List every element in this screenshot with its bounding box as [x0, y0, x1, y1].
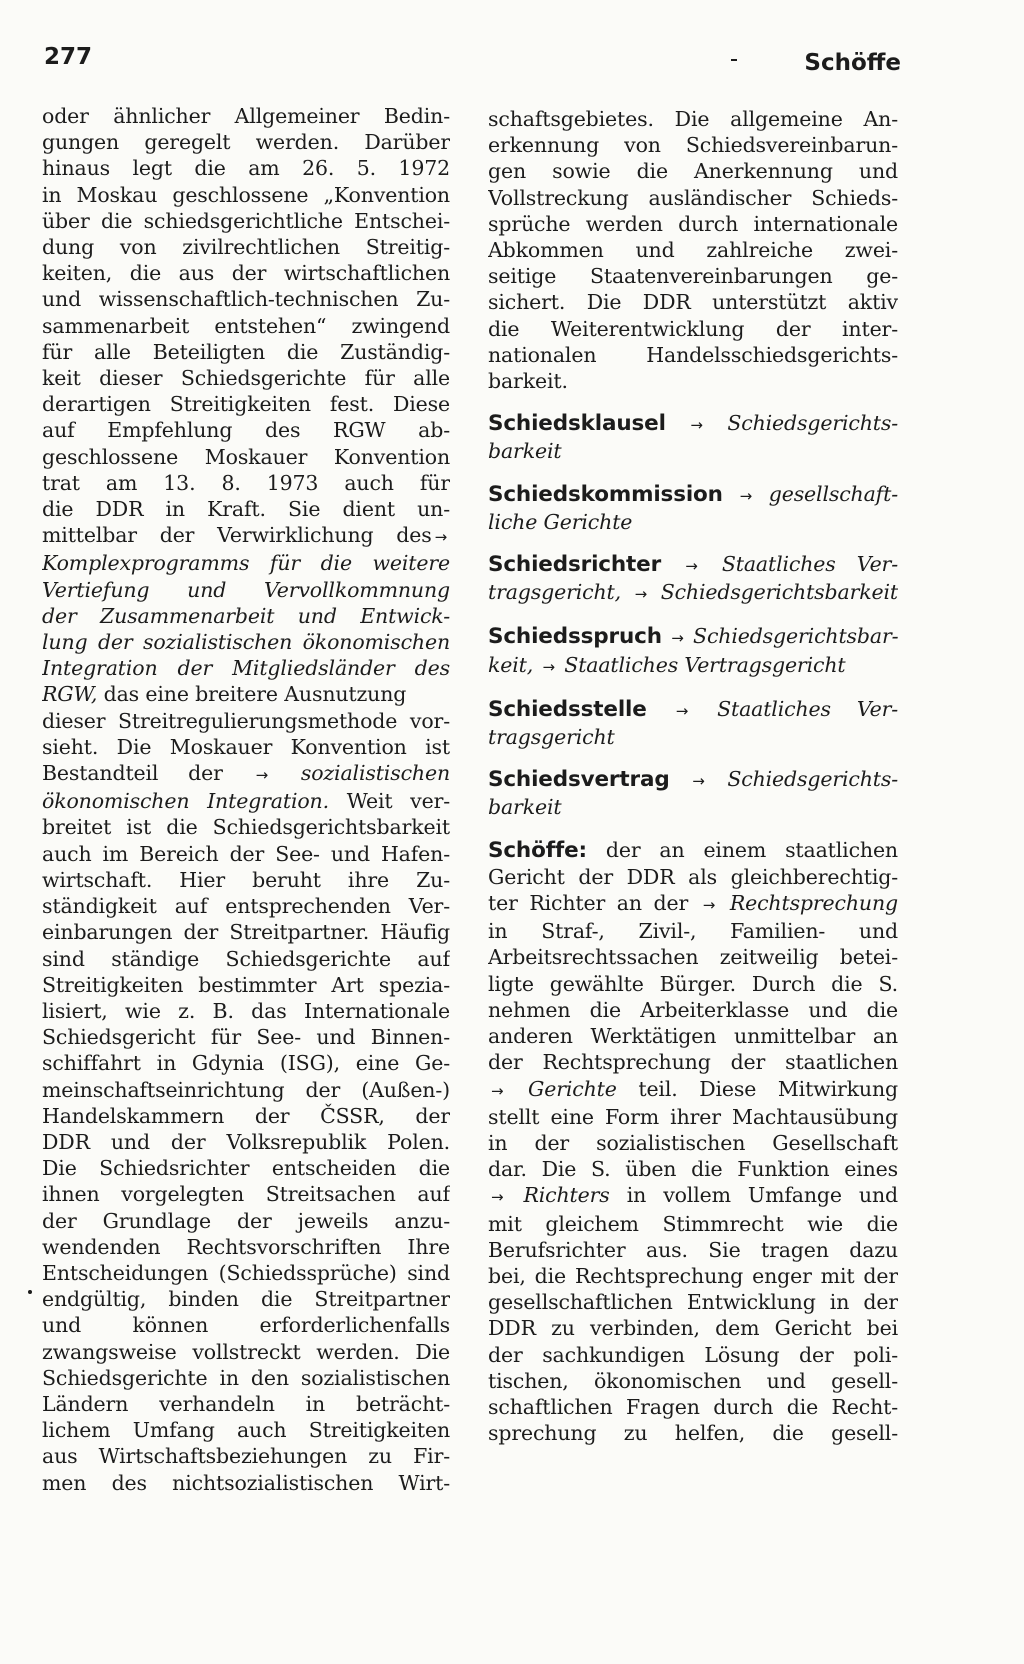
text-line: dung von zivilrechtlichen Streitig-	[42, 235, 450, 260]
text-line: wendenden Rechtsvorschriften Ihre	[42, 1234, 450, 1259]
cross-reference-arrow-icon: →	[739, 486, 752, 505]
text-line: die DDR in Kraft. Sie dient un-	[42, 497, 450, 522]
text-line: ihnen vorgelegten Streitsachen auf	[42, 1182, 450, 1207]
cross-reference-arrow-icon: →	[685, 557, 698, 576]
cross-reference-link[interactable]: Vertiefung und Vervollkommnung	[42, 577, 450, 602]
header-dash	[731, 59, 737, 61]
text-line: zwangsweise vollstreckt werden. Die	[42, 1339, 450, 1364]
text-line: Schiedsgericht für See- und Binnen-	[42, 1025, 450, 1050]
cross-reference-link[interactable]: lung der sozialistischen ökonomischen	[42, 630, 450, 655]
text-line: ständigkeit auf entsprechenden Ver-	[42, 894, 450, 919]
text-line: Streitigkeiten bestimmter Art spezia-	[42, 972, 450, 997]
cross-reference-link[interactable]: Schiedsgerichtsbarkeit	[660, 580, 898, 605]
running-head: Schöffe	[804, 50, 901, 76]
cross-reference-arrow-icon: →	[491, 1081, 504, 1100]
entry-line	[488, 623, 898, 651]
entry-term: Schiedsrichter	[488, 552, 662, 578]
text-line: Abkommen und zahlreiche zwei-	[488, 238, 898, 263]
text-line: der sachkundigen Lösung der poli-	[488, 1342, 898, 1367]
cross-reference-link[interactable]: ökonomischen Integration.	[42, 789, 329, 814]
text-fragment: Bestandteil der	[42, 761, 223, 786]
text-line: sprechung zu helfen, die gesell-	[488, 1421, 898, 1446]
cross-reference-arrow-icon: →	[634, 585, 648, 604]
text-fragment: ter Richter an der	[488, 891, 689, 916]
text-line: nehmen die Arbeiterklasse und die	[488, 997, 898, 1022]
cross-reference-link[interactable]: RGW,	[42, 682, 98, 707]
cross-reference-link[interactable]: Schiedsgerichts-	[727, 767, 898, 792]
cross-reference-arrow-icon: →	[692, 772, 705, 791]
cross-reference-link[interactable]: barkeit	[488, 439, 562, 464]
text-line	[42, 522, 450, 550]
cross-reference-link[interactable]: Komplexprogramms für die weitere	[42, 551, 450, 576]
text-line: dar. Die S. üben die Funktion eines	[488, 1157, 898, 1182]
cross-reference-arrow-icon: →	[702, 896, 716, 915]
cross-reference-link[interactable]: Richters	[523, 1183, 610, 1208]
text-fragment: teil. Diese Mitwirkung	[638, 1076, 898, 1101]
cross-reference-link[interactable]: Schiedsgerichts-	[727, 411, 898, 436]
text-line: und können erforderlichenfalls	[42, 1313, 450, 1338]
cross-reference-arrow-icon: →	[542, 657, 555, 676]
cross-reference-arrow-icon: →	[491, 1188, 504, 1207]
text-line: keit dieser Schiedsgerichte für alle	[42, 366, 450, 391]
text-line: schaftsgebietes. Die allgemeine An-	[488, 107, 898, 131]
text-line: mit gleichem Stimmrecht wie die	[488, 1211, 898, 1236]
cross-reference-arrow-icon: →	[675, 701, 689, 720]
text-line: ligte gewählte Bürger. Durch die S.	[488, 971, 898, 996]
text-line: die Weiterentwicklung der inter-	[488, 316, 898, 341]
entry-schiedsstelle	[488, 696, 898, 750]
text-line: hinaus legt die am 26. 5. 1972	[42, 156, 450, 181]
entry-line	[488, 481, 898, 509]
left-column	[42, 103, 450, 1496]
page-header	[0, 0, 1024, 100]
text-line: bei, die Rechtsprechung enger mit der	[488, 1263, 898, 1288]
text-line	[488, 1182, 898, 1210]
text-line: Ländern verhandeln in beträcht-	[42, 1391, 450, 1416]
text-line: der Grundlage der jeweils anzu-	[42, 1208, 450, 1233]
text-line: trat am 13. 8. 1973 auch für	[42, 470, 450, 495]
entry-term: Schiedsspruch	[488, 624, 662, 650]
text-line: Arbeitsrechtssachen zeitweilig betei-	[488, 945, 898, 970]
cross-reference-link[interactable]: gesellschaft-	[768, 481, 898, 506]
cross-reference-link[interactable]: barkeit	[488, 795, 562, 820]
cross-reference-link[interactable]: sozialistischen	[300, 761, 450, 786]
text-line: breitet ist die Schiedsgerichtsbarkeit	[42, 815, 450, 840]
text-fragment: das eine breitere Ausnutzung	[103, 682, 407, 707]
text-line	[488, 1076, 898, 1104]
text-fragment: mittelbar der Verwirklichung des	[42, 523, 432, 548]
text-line: Entscheidungen (Schiedssprüche) sind	[42, 1260, 450, 1285]
text-line: dieser Streitregulierungsmethode vor-	[42, 708, 450, 733]
text-line	[488, 890, 898, 918]
text-line: Vollstreckung ausländischer Schieds-	[488, 185, 898, 210]
text-line: für alle Beteiligten die Zuständig-	[42, 339, 450, 364]
cross-reference-link[interactable]: keit,	[488, 652, 534, 677]
entry-schiedsvertrag	[488, 766, 898, 820]
text-line: oder ähnlicher Allgemeiner Bedin-	[42, 104, 450, 128]
cross-reference-link[interactable]: der Zusammenarbeit und Entwick-	[42, 603, 450, 628]
page-number: 277	[44, 44, 93, 70]
cross-reference-link[interactable]: Staatliches Vertragsgericht	[564, 652, 846, 677]
text-line: Handelskammern der ČSSR, der	[42, 1103, 450, 1128]
text-line: DDR und der Volksrepublik Polen.	[42, 1129, 450, 1154]
text-line: aus Wirtschaftsbeziehungen zu Fir-	[42, 1444, 450, 1469]
entry-line	[488, 551, 898, 579]
cross-reference-link[interactable]: Integration der Mitgliedsländer des	[42, 656, 450, 681]
text-line: erkennung von Schiedsvereinbarun-	[488, 133, 898, 158]
entry-line	[488, 652, 898, 680]
entry-line	[488, 410, 898, 438]
cross-reference-link[interactable]: Gerichte	[528, 1076, 617, 1101]
text-line: sammenarbeit entstehen“ zwingend	[42, 313, 450, 338]
entry-schiedskommission	[488, 481, 898, 535]
text-line	[42, 788, 450, 814]
entry-line	[488, 837, 898, 864]
text-line: sieht. Die Moskauer Konvention ist	[42, 734, 450, 759]
text-line: sprüche werden durch internationale	[488, 211, 898, 236]
cross-reference-link[interactable]: Schiedsgerichtsbar-	[693, 624, 898, 649]
entry-line	[488, 696, 898, 724]
cross-reference-link[interactable]: Staatliches Ver-	[717, 696, 898, 721]
text-line: gen sowie die Anerkennung und	[488, 159, 898, 184]
text-line	[42, 681, 450, 707]
entry-line	[488, 766, 898, 794]
cross-reference-link[interactable]: tragsgericht,	[488, 580, 622, 605]
text-line: schiffahrt in Gdynia (ISG), eine Ge-	[42, 1051, 450, 1076]
text-fragment: in vollem Umfange und	[626, 1183, 898, 1208]
text-line: und wissenschaftlich-technischen Zu-	[42, 287, 450, 312]
text-line: lisiert, wie z. B. das Internationale	[42, 998, 450, 1023]
text-line: tischen, ökonomischen und gesell-	[488, 1368, 898, 1393]
text-line: nationalen Handelsschiedsgerichts-	[488, 342, 898, 367]
text-line: auch im Bereich der See- und Hafen-	[42, 841, 450, 866]
cross-reference-arrow-icon: →	[434, 528, 447, 547]
margin-mark	[28, 1290, 32, 1294]
text-line: Die Schiedsrichter entscheiden die	[42, 1156, 450, 1181]
text-line: endgültig, binden die Streitpartner	[42, 1287, 450, 1312]
text-line: geschlossene Moskauer Konvention	[42, 444, 450, 469]
cross-reference-link[interactable]: tragsgericht	[488, 725, 615, 750]
text-line: sichert. Die DDR unterstützt aktiv	[488, 290, 898, 315]
text-fragment: Weit ver-	[346, 789, 450, 814]
text-fragment: der an einem staatlichen	[605, 837, 898, 862]
text-line: seitige Staatenvereinbarungen ge-	[488, 264, 898, 289]
text-line: auf Empfehlung des RGW ab-	[42, 418, 450, 443]
entry-term: Schiedsklausel	[488, 411, 666, 437]
text-line: lichem Umfang auch Streitigkeiten	[42, 1418, 450, 1443]
entry-term: Schiedsstelle	[488, 696, 647, 722]
entry-term: Schöffe:	[488, 837, 587, 863]
text-line: in der sozialistischen Gesellschaft	[488, 1130, 898, 1155]
text-line	[42, 760, 450, 788]
text-line: anderen Werktätigen unmittelbar an	[488, 1024, 898, 1049]
text-line: in Moskau geschlossene „Konvention	[42, 182, 450, 207]
text-line: sind ständige Schiedsgerichte auf	[42, 946, 450, 971]
cross-reference-arrow-icon: →	[690, 416, 703, 435]
cross-reference-arrow-icon: →	[671, 629, 684, 648]
text-line: meinschaftseinrichtung der (Außen-)	[42, 1077, 450, 1102]
text-line: keiten, die aus der wirtschaftlichen	[42, 261, 450, 286]
entry-schiedsrichter	[488, 551, 898, 607]
cross-reference-link[interactable]: Staatliches Ver-	[721, 552, 898, 577]
text-line: men des nichtsozialistischen Wirt-	[42, 1470, 450, 1495]
text-line: Schiedsgerichte in den sozialistischen	[42, 1365, 450, 1390]
text-line: gesellschaftlichen Entwicklung in der	[488, 1290, 898, 1315]
text-line: schaftlichen Fragen durch die Recht-	[488, 1394, 898, 1419]
text-line: gungen geregelt werden. Darüber	[42, 130, 450, 155]
text-line: Berufsrichter aus. Sie tragen dazu	[488, 1237, 898, 1262]
entry-schiedsspruch	[488, 623, 898, 679]
entry-term: Schiedskommission	[488, 481, 723, 507]
continued-paragraph	[488, 106, 898, 394]
entry-schiedsklausel	[488, 410, 898, 464]
text-line: einbarungen der Streitpartner. Häufig	[42, 920, 450, 945]
entry-schoeffe	[488, 837, 898, 1447]
text-line: in Straf-, Zivil-, Familien- und	[488, 919, 898, 944]
text-line: der Rechtsprechung der staatlichen	[488, 1050, 898, 1075]
cross-reference-arrow-icon: →	[255, 766, 269, 785]
text-line: stellt eine Form ihrer Machtausübung	[488, 1104, 898, 1129]
text-line: DDR zu verbinden, dem Gericht bei	[488, 1316, 898, 1341]
right-column	[488, 106, 898, 1446]
entry-line	[488, 579, 898, 607]
cross-reference-link[interactable]: liche Gerichte	[488, 509, 633, 534]
text-line: über die schiedsgerichtliche Entschei-	[42, 208, 450, 233]
text-line: derartigen Streitigkeiten fest. Diese	[42, 392, 450, 417]
text-line: barkeit.	[488, 369, 568, 394]
text-line: wirtschaft. Hier beruht ihre Zu-	[42, 867, 450, 892]
text-line: Gericht der DDR als gleichberechtig-	[488, 864, 898, 889]
entry-term: Schiedsvertrag	[488, 767, 670, 793]
cross-reference-link[interactable]: Rechtsprechung	[729, 891, 898, 916]
